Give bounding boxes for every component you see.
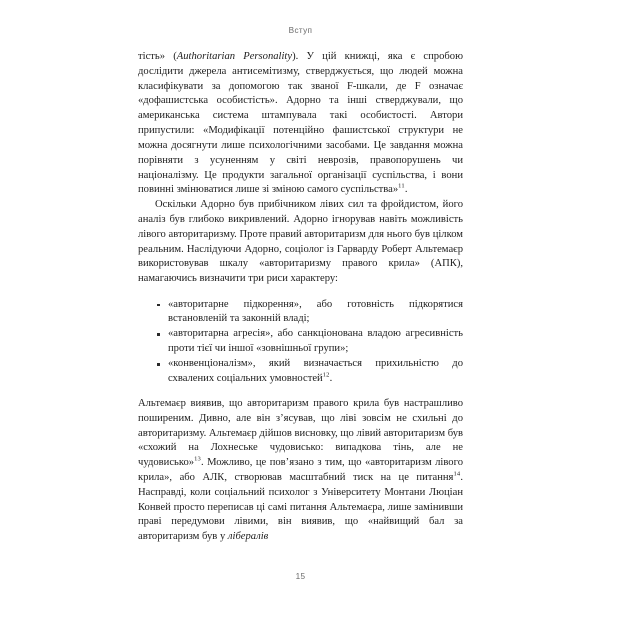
- paragraph-3-part-a: Альтемаєр виявив, що авторитаризм правого крила був настрашливо поширеним. Дивно, але він з’ясував, що ліві зовсім не схильні до авторитаризму. Альтемаєр дійшов висновку, що лівий авторитаризм був «схожий на Лохнеське чудовисько: випадкова тінь, але не чудовисько»: [138, 397, 464, 469]
- book-title-italic: Authoritarian Personality: [176, 51, 293, 62]
- footnote-ref-12: 12: [322, 371, 330, 379]
- running-head: Вступ: [288, 26, 313, 35]
- trait-list: [138, 298, 463, 387]
- text-column: [138, 50, 463, 545]
- paragraph-1-post: ). У цій книжці, яка є спробою дослідити джерела антисемітизму, стверджується, що людей можна класифікувати за допомогою так званої F-шкали, де F означає «дофашистська особистість». Адорно та інші стверджували, що американська система штампувала такі особистості. Автори припустили: «Модифікації потенційно фашистської структури не можна досягнути лише психологічними засобами. Це завдання можна порівняти з усуненням у світі неврозів, правопорушень чи націоналізму. Це продукти загальної організації суспільства, і вони повинні змінюватися лише зі зміною самого суспільства»: [138, 51, 463, 196]
- page-number: 15: [295, 572, 306, 581]
- paragraph-3-part-c: . Насправді, коли соціальний психолог з Університету Монтани Люціан Конвей просто переписав ці самі питання Альтемаєра, лише замінивши праві передумови лівими, він виявив, що «найвищий бал за авторитаризм був у: [138, 471, 463, 543]
- paragraph-1-tail: .: [404, 184, 408, 196]
- paragraph-1: [138, 50, 463, 198]
- list-item-text: «авторитарне підкорення», або готовність підкорятися встановленій та законній владі;: [168, 298, 463, 325]
- paragraph-3: [138, 397, 463, 545]
- footnote-ref-11: 11: [398, 182, 405, 190]
- list-item: [138, 357, 463, 387]
- bullet-icon: [157, 363, 160, 366]
- list-item-text: «авторитарна агресія», або санкціонована владою агресивність проти тієї чи іншої «зовнішньої групи»;: [168, 328, 463, 354]
- paragraph-1-pre: тість» (: [138, 51, 177, 62]
- bullet-icon: [157, 333, 160, 336]
- bullet-icon: [157, 304, 160, 307]
- footnote-ref-13: 13: [194, 455, 201, 463]
- list-item-tail: .: [329, 372, 333, 384]
- paragraph-3-italic-tail: лібералів: [227, 531, 269, 543]
- list-item: [138, 327, 463, 357]
- paragraph-2: Оскільки Адорно був прибічником лівих сил та фройдистом, його аналіз був глибоко викривлений. Адорно ігнорував навіть можливість лівого авторитаризму. Проте правий авторитаризм для нього був цілком реальним. Наслідуючи Адорно, соціолог із Гарварду Роберт Альтемаєр використовував шкалу «авторитаризму правого крила» (АПК), намагаючись визначити три риси характеру:: [138, 199, 463, 285]
- footnote-ref-14: 14: [453, 470, 461, 478]
- list-item: [138, 298, 463, 328]
- list-item-text: «конвенціоналізм», який визначається прихильністю до схвалених соціальних умовностей: [168, 357, 463, 384]
- paragraph-3-part-b: . Можливо, це пов’язано з тим, що «авторитаризм лівого крила», або АЛК, створював масштабний тиск на це питання: [138, 457, 463, 483]
